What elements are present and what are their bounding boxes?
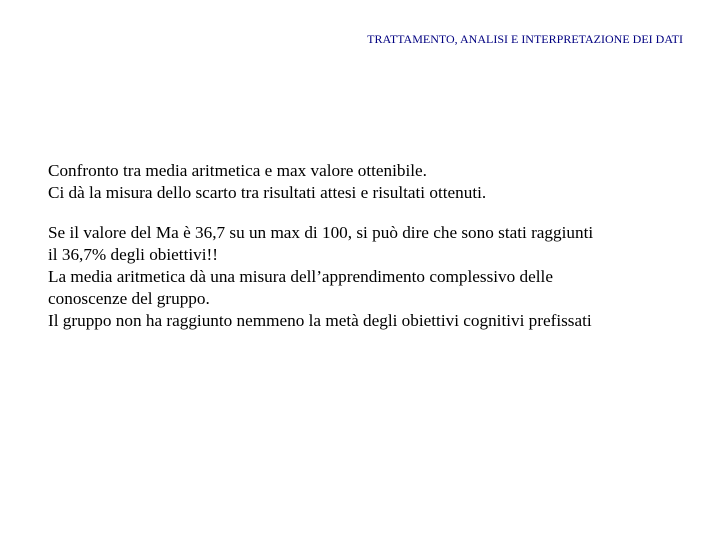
text-line: Confronto tra media aritmetica e max valore ottenibile. — [48, 161, 427, 180]
paragraph-comparison — [48, 160, 708, 204]
slide-content — [48, 160, 708, 332]
text-line: La media aritmetica dà una misura dell’apprendimento complessivo delle — [48, 267, 553, 286]
text-line: il 36,7% degli obiettivi!! — [48, 245, 218, 264]
text-line: Se il valore del Ma è 36,7 su un max di 100, si può dire che sono stati raggiunti — [48, 223, 594, 242]
text-line: Il gruppo non ha raggiunto nemmeno la metà degli obiettivi cognitivi prefissati — [48, 311, 592, 330]
paragraph-interpretation — [48, 222, 708, 332]
text-line: conoscenze del gruppo. — [48, 289, 210, 308]
text-line: Ci dà la misura dello scarto tra risultati attesi e risultati ottenuti. — [48, 183, 487, 202]
paragraph-spacer — [48, 204, 708, 222]
slide-title: TRATTAMENTO, ANALISI E INTERPRETAZIONE DEI DATI — [367, 32, 683, 46]
